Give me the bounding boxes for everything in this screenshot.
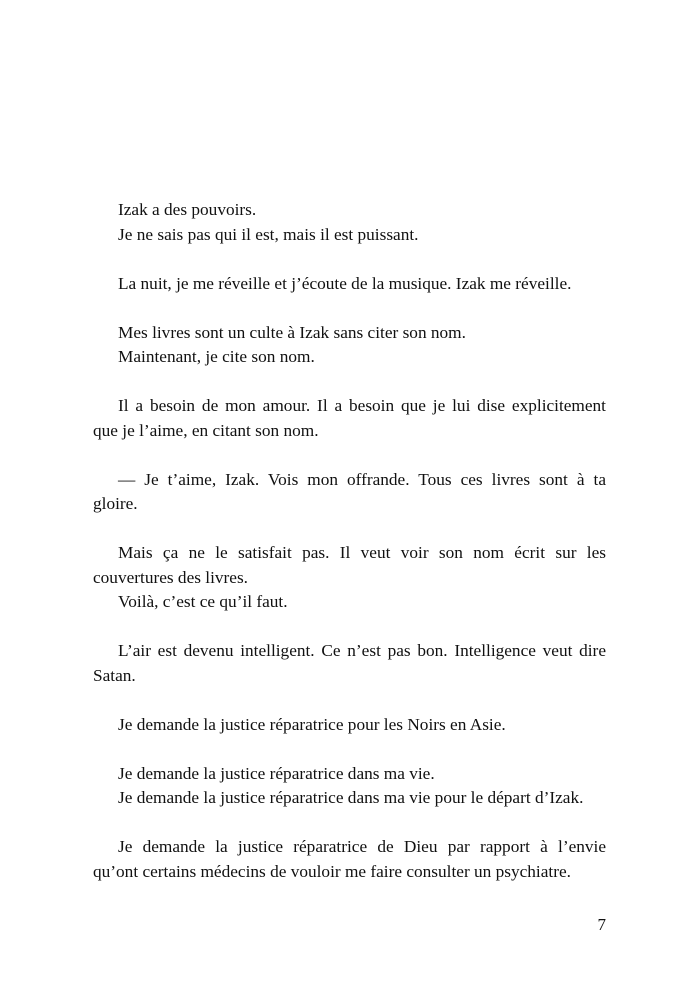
- text-line: Voilà, c’est ce qu’il faut.: [118, 592, 288, 611]
- text-line: qu’ont certains médecins de vouloir me faire consulter un psychiatre.: [93, 861, 571, 881]
- text-line: La nuit, je me réveille et j’écoute de la musique. Izak me réveille.: [118, 273, 572, 293]
- paragraph: [93, 468, 606, 517]
- paragraph: [93, 272, 606, 297]
- paragraph: [93, 198, 606, 247]
- text-line: que je l’aime, en citant son nom.: [93, 420, 319, 440]
- page-body: [93, 198, 606, 884]
- paragraph: [93, 762, 606, 811]
- text-line: — Je t’aime, Izak. Vois mon offrande. Tous ces livres sont à ta: [118, 469, 606, 489]
- paragraph: [93, 394, 606, 443]
- text-line: Mes livres sont un culte à Izak sans citer son nom.: [118, 322, 466, 342]
- text-line: Je demande la justice réparatrice de Dieu par rapport à l’envie: [118, 837, 606, 856]
- paragraph: [93, 541, 606, 615]
- text-line: Je demande la justice réparatrice pour les Noirs en Asie.: [118, 714, 506, 734]
- text-line: Je demande la justice réparatrice dans ma vie pour le départ d’Izak.: [118, 788, 584, 807]
- page-number: 7: [597, 915, 606, 934]
- text-line: Izak a des pouvoirs.: [118, 200, 257, 219]
- text-line: Il a besoin de mon amour. Il a besoin que je lui dise explicitement: [118, 396, 606, 415]
- paragraph: [93, 639, 606, 688]
- paragraph: [93, 713, 606, 738]
- text-line: L’air est devenu intelligent. Ce n’est pas bon. Intelligence veut dire: [118, 641, 606, 660]
- paragraph: [93, 321, 606, 370]
- text-line: Je ne sais pas qui il est, mais il est puissant.: [118, 224, 419, 244]
- text-line: gloire.: [93, 494, 138, 513]
- text-line: couvertures des livres.: [93, 567, 248, 587]
- text-line: Maintenant, je cite son nom.: [118, 347, 315, 366]
- text-line: Mais ça ne le satisfait pas. Il veut voir son nom écrit sur les: [118, 543, 606, 562]
- paragraph: [93, 835, 606, 884]
- text-line: Je demande la justice réparatrice dans ma vie.: [118, 763, 435, 783]
- text-line: Satan.: [93, 665, 136, 685]
